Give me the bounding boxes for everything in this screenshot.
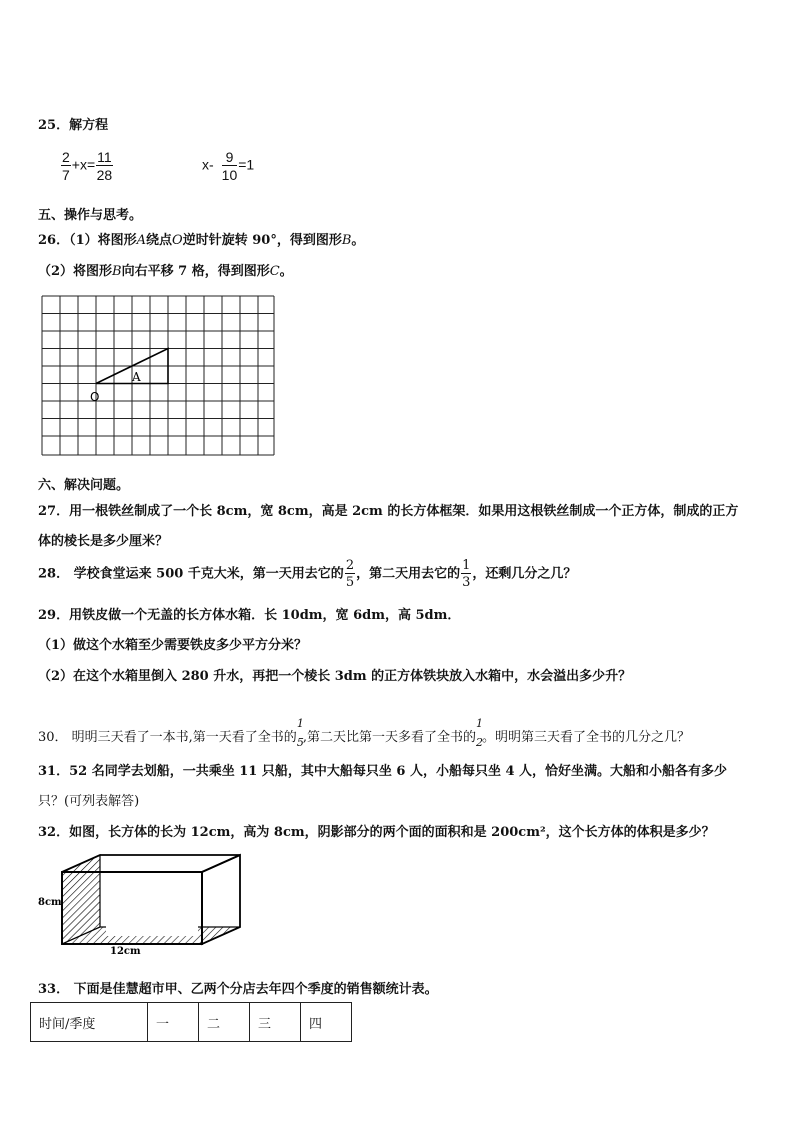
q27-line2: 体的棱长是多少厘米？ xyxy=(38,534,169,549)
q29-line3: （2）在这个水箱里倒入 280 升水，再把一个棱长 3dm 的正方体铁块放入水箱中，水会溢出多少升？ xyxy=(38,669,632,684)
q31-line2: 只？(可列表解答) xyxy=(38,794,140,809)
section-5-heading: 五、操作与思考。 xyxy=(38,208,143,223)
q29-line1: 29．用铁皮做一个无盖的长方体水箱．长 10dm，宽 6dm，高 5dm． xyxy=(38,608,461,623)
q30-line: 30． 明明三天看了一本书,第一天看了全书的 1 5 ,第二天比第一天多看了全书的 1 2 。明明第三天看了全书的几分之几？ xyxy=(38,717,690,749)
q26-line1: 26．（1）将图形A绕点O逆时针旋转 90°，得到图形B。 xyxy=(38,233,365,248)
sales-table xyxy=(30,1002,352,1042)
equation-1: $\frac{2}{7}$ +x= $\frac{11}{28}$ xyxy=(62,149,113,183)
q31-line1: 31．52 名同学去划船，一共乘坐 11 只船，其中大船每只坐 6 人，小船每只坐 4 人，恰好坐满。大船和小船各有多少 xyxy=(38,764,728,779)
length-label: 12cm xyxy=(110,946,141,956)
equation-2: x- $\frac{9}{10}$ =1 xyxy=(202,149,255,183)
q26-line2: （2）将图形B向右平移 7 格，得到图形C。 xyxy=(38,264,293,279)
table-header-cell: 三 xyxy=(250,1003,301,1042)
grid-lines xyxy=(42,296,274,455)
q29-line2: （1）做这个水箱至少需要铁皮多少平方分米？ xyxy=(38,638,308,653)
q28-line: 28． 学校食堂运来 500 千克大米，第一天用去它的 $\frac{2}{5}$ ，第二天用去它的 $\frac{1}{3}$ ，还剩几分之几？ xyxy=(38,558,577,590)
section-6-heading: 六、解决问题。 xyxy=(38,478,130,493)
height-label: 8cm xyxy=(38,897,62,908)
q32-line1: 32．如图，长方体的长为 12cm，高为 8cm，阴影部分的两个面的面积和是 200cm²，这个长方体的体积是多少？ xyxy=(38,825,715,840)
label-O: O xyxy=(90,390,100,404)
table-header-cell: 时间/季度 xyxy=(31,1003,148,1042)
cuboid-figure xyxy=(36,852,248,956)
q33-line1: 33． 下面是佳慧超市甲、乙两个分店去年四个季度的销售额统计表。 xyxy=(38,982,438,997)
table-header-cell: 二 xyxy=(199,1003,250,1042)
q27-line1: 27．用一根铁丝制成了一个长 8cm，宽 8cm，高是 2cm 的长方体框架．如果用这根铁丝制成一个正方体，制成的正方 xyxy=(38,504,739,519)
label-A: A xyxy=(132,370,141,384)
rotation-grid-figure xyxy=(40,295,276,457)
table-header-cell: 一 xyxy=(148,1003,199,1042)
table-header-row xyxy=(31,1003,352,1042)
table-header-cell: 四 xyxy=(301,1003,352,1042)
q25-title: 25．解方程 xyxy=(38,118,109,133)
